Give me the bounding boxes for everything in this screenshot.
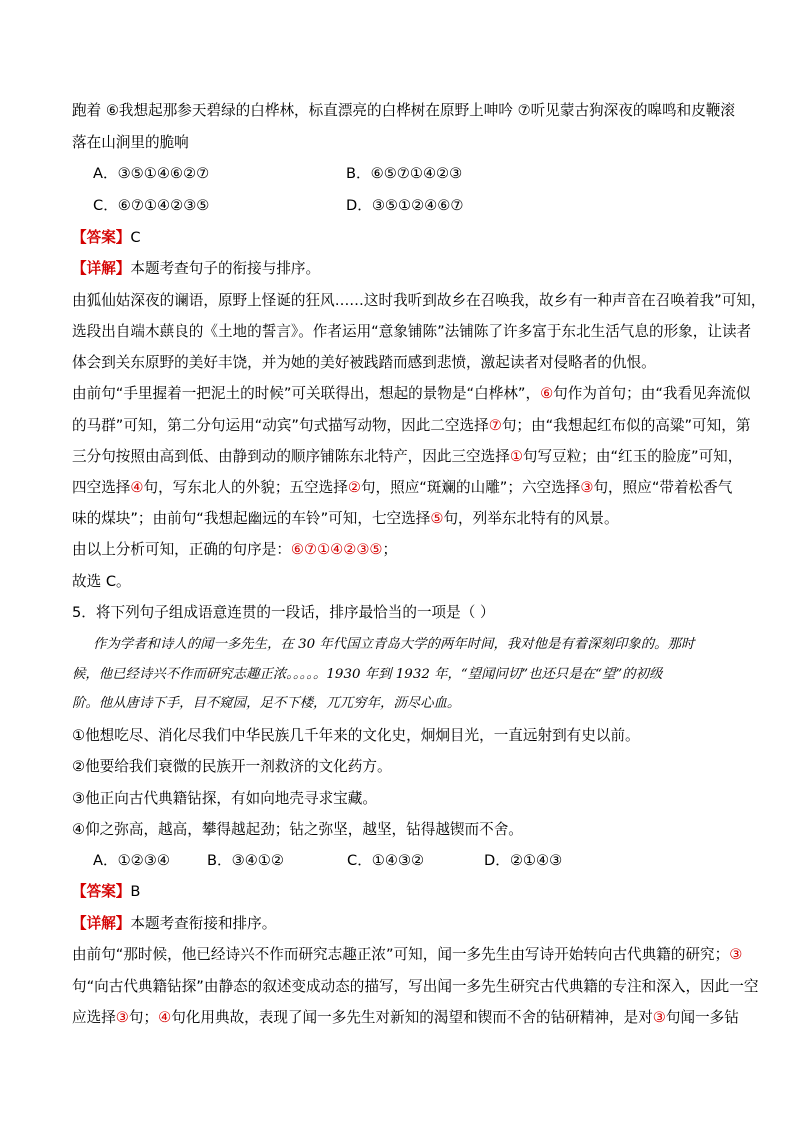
detail-text-line: 应选择③句；④句化用典故，表现了闻一多先生对新知的渴望和锲而不舍的钻研精神，是对③句闻一多钻 (72, 1009, 739, 1026)
detail-text-line: 的马群”可知，第二分句运用“动宾”句式描写动物，因此二空选择⑦句；由“我想起红布似的高粱”可知，第 (72, 417, 751, 434)
option-b: B．⑥⑤⑦①④②③ (346, 165, 463, 182)
sentence-item: ②他要给我们衰微的民族开一剂救济的文化药方。 (72, 758, 392, 775)
highlight-number: ③ (652, 1009, 666, 1026)
detail-tag: 【详解】 (72, 915, 131, 932)
option-d: D．③⑤①②④⑥⑦ (346, 197, 464, 214)
highlight-number: ⑥ (540, 385, 554, 402)
passage-line: 阶。他从唐诗下手，目不窥园，足不下楼，兀兀穷年，沥尽心血。 (72, 696, 461, 711)
highlight-sequence: ⑥⑦①④②③⑤ (290, 541, 383, 558)
detail-line (72, 259, 320, 279)
detail-text-line: 体会到关东原野的美好丰饶，并为她的美好被践踏而感到悲愤，激起读者对侵略者的仇恨。 (72, 354, 656, 371)
highlight-number: ④ (158, 1009, 172, 1026)
highlight-number: ③ (115, 1009, 129, 1026)
highlight-number: ⑤ (430, 510, 444, 527)
answer-value: C (130, 229, 141, 246)
q4-text-line: 跑着 ⑥我想起那参天碧绿的白桦林，标直漂亮的白桦树在原野上呻吟 ⑦听见蒙古狗深夜的嗥鸣和皮鞭滚 (72, 102, 735, 119)
detail-text-line: 选段出自端木蕻良的《土地的誓言》。作者运用“意象铺陈”法铺陈了许多富于东北生活气息的形象，让读者 (72, 323, 752, 340)
detail-text-line: 由前句“手里握着一把泥土的时候”可关联得出，想起的景物是“白桦林”，⑥句作为首句；由“我看见奔流似 (72, 385, 751, 402)
highlight-number: ③ (580, 479, 594, 496)
highlight-number: ① (509, 448, 523, 465)
answer-tag: 【答案】 (72, 883, 131, 900)
detail-text-line: 四空选择④句，写东北人的外貌；五空选择②句，照应“斑斓的山雕”；六空选择③句，照应“带着松香气 (72, 479, 733, 496)
answer-line (72, 882, 140, 902)
conclusion-line: 由以上分析可知，正确的句序是：⑥⑦①④②③⑤； (72, 541, 398, 558)
detail-intro: 本题考查衔接和排序。 (130, 915, 277, 932)
detail-tag: 【详解】 (72, 260, 131, 277)
detail-intro: 本题考查句子的衔接与排序。 (130, 260, 321, 277)
highlight-number: ② (347, 479, 361, 496)
detail-text-line: 句“向古代典籍钻探”由静态的叙述变成动态的描写，写出闻一多先生研究古代典籍的专注和深入，因此一空 (72, 978, 759, 995)
answer-value: B (130, 883, 141, 900)
detail-text-line: 味的煤块”；由前句“我想起幽远的车铃”可知，七空选择⑤句，列举东北特有的风景。 (72, 510, 619, 527)
passage-line: 作为学者和诗人的闻一多先生，在 30 年代国立青岛大学的两年时间，我对他是有着深刻印象的。那时 (93, 637, 695, 652)
answer-tag: 【答案】 (72, 229, 131, 246)
passage-line: 候，他已经诗兴不作而研究志趣正浓。。。。。1930 年到 1932 年，“望闻问切”也还只是在“望”的初级 (72, 667, 663, 682)
detail-line (72, 914, 276, 934)
option-d: D．②①④③ (484, 852, 563, 869)
detail-text-line: 三分句按照由高到低、由静到动的顺序铺陈东北特产，因此三空选择①句写豆粒；由“红玉的脸庞”可知， (72, 448, 743, 465)
question-stem: 5．将下列句子组成语意连贯的一段话，排序最恰当的一项是（ ） (72, 604, 495, 621)
option-a: A．①②③④ (93, 852, 170, 869)
choice-line: 故选 C。 (72, 573, 131, 590)
detail-text-line: 由狐仙姑深夜的谰语，原野上怪诞的狂风……这时我听到故乡在召唤我，故乡有一种声音在召唤着我”可知， (72, 292, 766, 309)
option-b: B．③④①② (207, 852, 284, 869)
option-a: A．③⑤①④⑥②⑦ (93, 165, 210, 182)
highlight-number: ⑦ (488, 417, 502, 434)
q4-text-line: 落在山涧里的脆响 (72, 134, 189, 151)
answer-line (72, 228, 141, 248)
highlight-number: ④ (130, 479, 144, 496)
sentence-item: ④仰之弥高，越高，攀得越起劲；钻之弥坚，越坚，钻得越锲而不舍。 (72, 821, 523, 838)
detail-text-line: 由前句“那时候，他已经诗兴不作而研究志趣正浓”可知，闻一多先生由写诗开始转向古代典籍的研究；③ (72, 946, 743, 963)
option-c: C．①④③② (347, 852, 425, 869)
sentence-item: ①他想吃尽、消化尽我们中华民族几千年来的文化史，炯炯目光，一直远射到有史以前。 (72, 727, 640, 744)
option-c: C．⑥⑦①④②③⑤ (93, 197, 210, 214)
highlight-number: ③ (729, 946, 743, 963)
sentence-item: ③他正向古代典籍钻探，有如向地壳寻求宝藏。 (72, 790, 377, 807)
